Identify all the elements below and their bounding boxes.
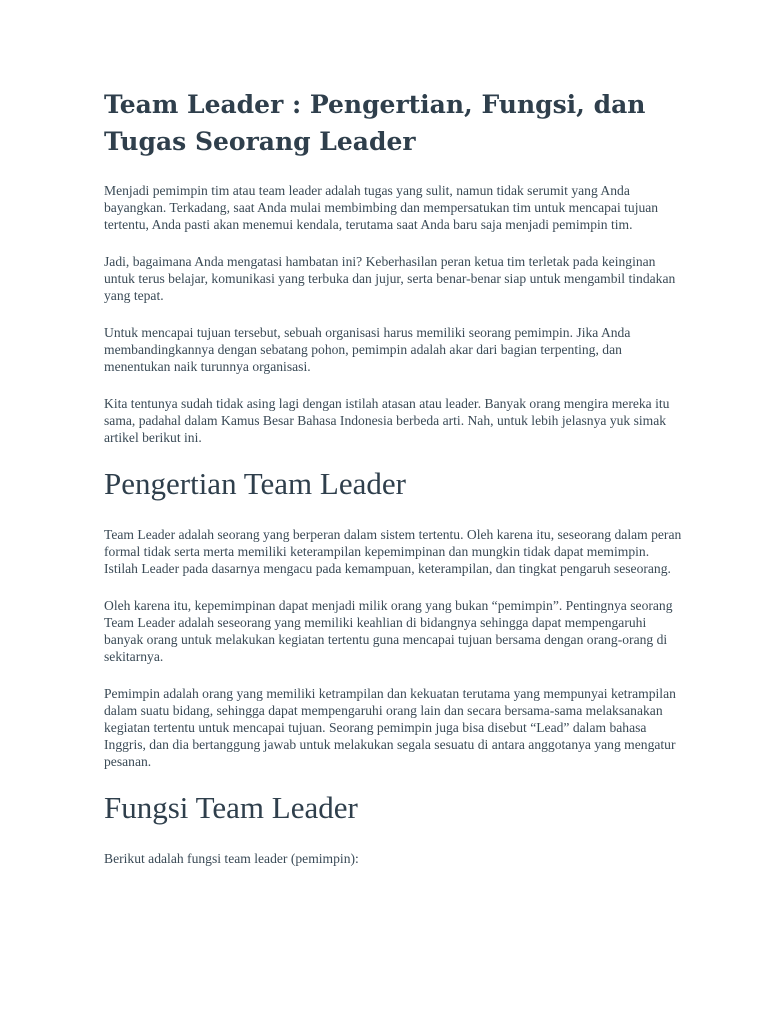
document-title: Team Leader : Pengertian, Fungsi, dan Tugas Seorang Leader [104, 90, 646, 156]
section-heading-fungsi: Fungsi Team Leader [104, 790, 358, 825]
intro-paragraph: Jadi, bagaimana Anda mengatasi hambatan ini? Keberhasilan peran ketua tim terletak pada keinginan untuk terus belajar, komunikasi yang terbuka dan jujur, serta benar-benar siap untuk mengambil tindakan yang tepat. [104, 254, 676, 303]
document-page [104, 86, 684, 887]
section-paragraph: Berikut adalah fungsi team leader (pemimpin): [104, 851, 359, 866]
intro-paragraph: Untuk mencapai tujuan tersebut, sebuah organisasi harus memiliki seorang pemimpin. Jika Anda membandingkannya dengan sebatang pohon, pemimpin adalah akar dari bagian terpenting, dan menentukan naik turunnya organisasi. [104, 325, 631, 374]
section-paragraph: Pemimpin adalah orang yang memiliki ketrampilan dan kekuatan terutama yang mempunyai ketrampilan dalam suatu bidang, sehingga dapat mempengaruhi orang lain dan secara bersama-sama melaksanakan kegiatan tertentu untuk mencapai tujuan. Seorang pemimpin juga bisa disebut “Lead” dalam bahasa Inggris, dan dia bertanggung jawab untuk melakukan segala sesuatu di antara anggotanya yang mengatur pesanan. [104, 686, 676, 769]
section-heading-pengertian: Pengertian Team Leader [104, 466, 406, 501]
intro-paragraph: Menjadi pemimpin tim atau team leader adalah tugas yang sulit, namun tidak serumit yang Anda bayangkan. Terkadang, saat Anda mulai membimbing dan mempersatukan tim untuk mencapai tujuan tertentu, Anda pasti akan menemui kendala, terutama saat Anda baru saja menjadi pemimpin tim. [104, 183, 659, 232]
intro-paragraph: Kita tentunya sudah tidak asing lagi dengan istilah atasan atau leader. Banyak orang mengira mereka itu sama, padahal dalam Kamus Besar Bahasa Indonesia berbeda arti. Nah, untuk lebih jelasnya yuk simak artikel berikut ini. [104, 396, 670, 445]
section-paragraph: Oleh karena itu, kepemimpinan dapat menjadi milik orang yang bukan “pemimpin”. Pentingnya seorang Team Leader adalah seseorang yang memiliki keahlian di bidangnya sehingga dapat mempengaruhi banyak orang untuk melakukan kegiatan tertentu guna mencapai tujuan bersama dengan orang-orang di sekitarnya. [104, 598, 673, 664]
section-paragraph: Team Leader adalah seorang yang berperan dalam sistem tertentu. Oleh karena itu, seseorang dalam peran formal tidak serta merta memiliki keterampilan kepemimpinan dan mungkin tidak dapat memimpin. Istilah Leader pada dasarnya mengacu pada kemampuan, keterampilan, dan tingkat pengaruh seseorang. [104, 527, 682, 576]
